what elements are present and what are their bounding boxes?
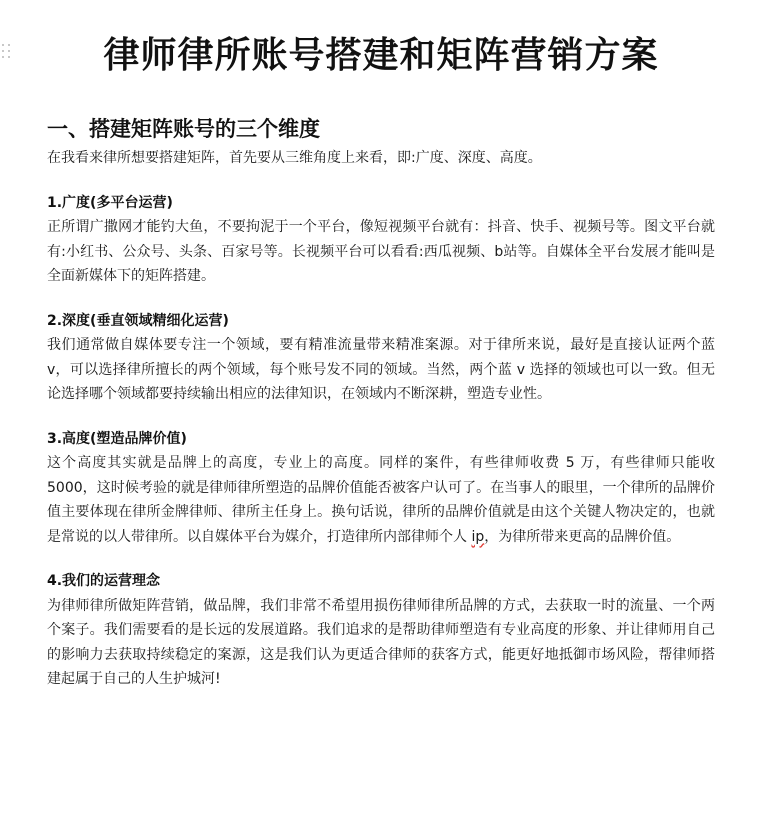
item-body-breadth[interactable]: 正所谓广撒网才能钓大鱼，不要拘泥于一个平台，像短视频平台就有：抖音、快手、视频号等。图文平台就有:小红书、公众号、头条、百家号等。长视频平台可以看看:西瓜视频、b站等。自媒体全平台发展才能叫是全面新媒体下的矩阵搭建。 (47, 219, 715, 284)
spellcheck-flagged-word[interactable]: ip (471, 528, 485, 545)
item-body-philosophy[interactable]: 为律师律所做矩阵营销，做品牌，我们非常不希望用损伤律师律所品牌的方式，去获取一时的流量、一个两个案子。我们需要看的是长远的发展道路。我们追求的是帮助律师塑造有专业高度的形象、并让律师用自己的影响力去获取持续稳定的案源，这是我们认为更适合律师的获客方式，能更好地抵御市场风险，帮律师搭建起属于自己的人生护城河! (47, 597, 715, 687)
drag-dot (8, 50, 10, 52)
item-heading-philosophy[interactable]: 4.我们的运营理念 (47, 573, 161, 589)
drag-dot (2, 50, 4, 52)
intro-paragraph[interactable]: 在我看来律所想要搭建矩阵，首先要从三维角度上来看，即:广度、深度、高度。 (47, 150, 542, 166)
item-body-depth[interactable]: 我们通常做自媒体要专注一个领域，要有精准流量带来精准案源。对于律所来说，最好是直接认证两个蓝 v，可以选择律所擅长的两个领域，每个账号发不同的领域。当然，两个蓝 v 选择的领域也可以一致。但无论选择哪个领域都要持续输出相应的法律知识，在领域内不断深耕，塑造专业性。 (47, 337, 715, 402)
item-heading-height[interactable]: 3.高度(塑造品牌价值) (47, 430, 187, 447)
drag-dot (8, 56, 10, 58)
drag-dot (2, 56, 4, 58)
item-body-height-text-end: ，为律所带来更高的品牌价值。 (484, 528, 681, 545)
drag-dot (8, 44, 10, 46)
item-heading-depth[interactable]: 2.深度(垂直领域精细化运营) (47, 312, 229, 329)
item-body-height-text: 这个高度其实就是品牌上的高度，专业上的高度。同样的案件，有些律师收费 5 万，有些律师只能收 5000，这时候考验的就是律师律所塑造的品牌价值能否被客户认可了。在当事人的眼里，一个律所的品牌价值主要体现在律所金牌律师、律所主任身上。换句话说，律所的品牌价值就是由这个关键人物决定的，也就是常说的以人带律所。以自媒体平台为媒介，打造律所内部律师个人 (47, 455, 715, 545)
item-heading-breadth[interactable]: 1.广度(多平台运营) (47, 194, 173, 211)
section-heading[interactable]: 一、搭建矩阵账号的三个维度 (47, 116, 320, 141)
document-page (47, 0, 715, 692)
document-title[interactable]: 律师律所账号搭建和矩阵营销方案 (103, 34, 659, 76)
item-body-height[interactable] (47, 451, 715, 549)
block-drag-handle[interactable] (2, 44, 12, 60)
drag-dot (2, 44, 4, 46)
